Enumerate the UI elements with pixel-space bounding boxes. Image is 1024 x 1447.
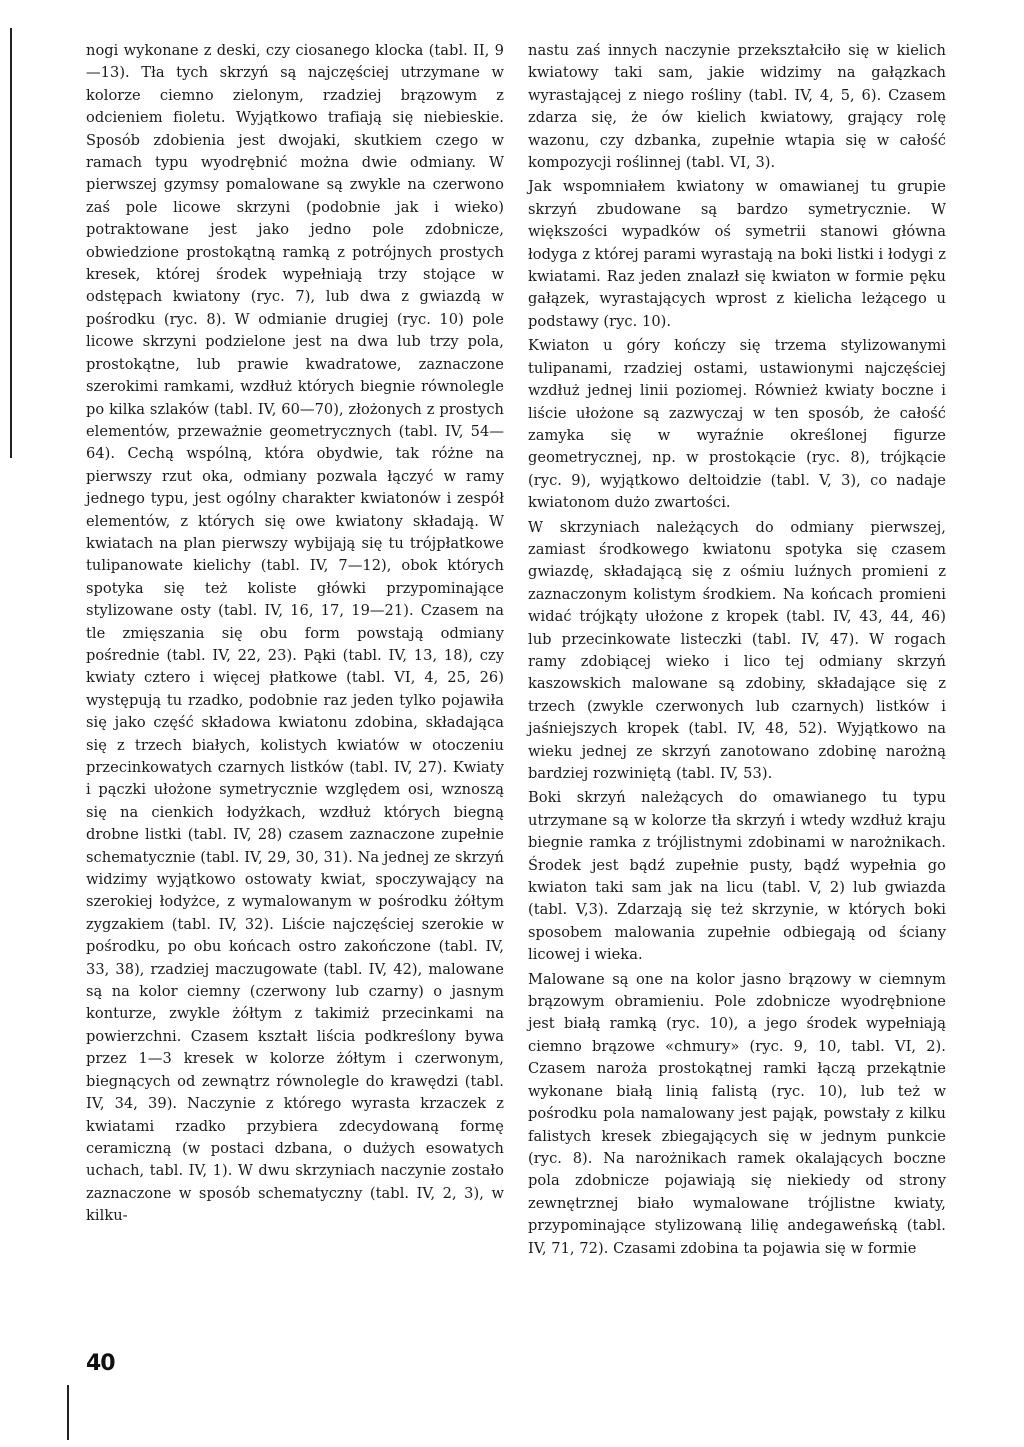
- paragraph: Jak wspomniałem kwiatony w omawianej tu grupie skrzyń zbudowane są bardzo symetrycznie. W większości wypadków oś symetrii stanowi główna łodyga z której parami wyrastają na boki listki i łodygi z kwiatami. Raz jeden znalazł się kwiaton w formie pęku gałązek, wyrastających wprost z kielicha leżącego u podstawy (ryc. 10).: [528, 178, 946, 330]
- paragraph: nastu zaś innych naczynie przekształciło się w kielich kwiatowy taki sam, jakie widzimy na gałązkach wyrastającej z niego rośliny (tabl. IV, 4, 5, 6). Czasem zdarza się, że ów kielich kwiatowy, grający rolę wazonu, czy dzbanka, zupełnie wtapia się w całość kompozycji roślinnej (tabl. VI, 3).: [528, 42, 946, 172]
- paragraph: Kwiaton u góry kończy się trzema stylizowanymi tulipanami, rzadziej ostami, ustawionymi najczęściej wzdłuż jednej linii poziomej. Również kwiaty boczne i liście ułożone są zazwyczaj w ten sposób, że całość zamyka się w wyraźnie określonej figurze geometrycznej, np. w prostokącie (ryc. 8), trójkącie (ryc. 9), wyjątkowo deltoidzie (tabl. V, 3), co nadaje kwiatonom dużo zwartości.: [528, 337, 946, 512]
- scan-edge-mark-top: [10, 28, 12, 458]
- paragraph: W skrzyniach należących do odmiany pierwszej, zamiast środkowego kwiatonu spotyka się czasem gwiazdę, składającą się z ośmiu luźnych promieni z zaznaczonym kolistym środkiem. Na końcach promieni widać trójkąty ułożone z kropek (tabl. IV, 43, 44, 46) lub przecinkowate listeczki (tabl. IV, 47). W rogach ramy zdobiącej wieko i lico tej odmiany skrzyń kaszowskich malowane są zdobiny, składające się z trzech (zwykle czerwonych lub czarnych) listków i jaśniejszych kropek (tabl. IV, 48, 52). Wyjątkowo na wieku jednej ze skrzyń zanotowano zdobinę narożną bardziej rozwiniętą (tabl. IV, 53).: [528, 518, 946, 782]
- page-number: 40: [86, 1351, 115, 1376]
- left-column: [86, 40, 504, 1228]
- scan-edge-mark-bottom: [67, 1385, 69, 1440]
- paragraph: Malowane są one na kolor jasno brązowy w ciemnym brązowym obramieniu. Pole zdobnicze wyodrębnione jest białą ramką (ryc. 10), a jego środek wypełniają ciemno brązowe «chmury» (ryc. 9, 10, tabl. VI, 2). Czasem naroża prostokątnej ramki łączą przekątnie wykonane białą linią falistą (ryc. 10), lub też w pośrodku pola namalowany jest pająk, powstały z kilku falistych kresek zbiegających się w jednym punkcie (ryc. 8). Na narożnikach ramek okalających boczne pola zdobnicze pojawiają się niekiedy od strony zewnętrznej biało wymalowane trójlistne kwiaty, przypominające stylizowaną lilię andegaweńską (tabl. IV, 71, 72). Czasami zdobina ta pojawia się w formie: [528, 970, 946, 1257]
- paragraph: Boki skrzyń należących do omawianego tu typu utrzymane są w kolorze tła skrzyń i wtedy wzdłuż kraju biegnie ramka z trójlistnymi zdobinami w narożnikach. Środek jest bądź zupełnie pusty, bądź wypełnia go kwiaton taki sam jak na licu (tabl. V, 2) lub gwiazda (tabl. V,3). Zdarzają się też skrzynie, w których boki sposobem malowania zupełnie odbiegają od ściany licowej i wieka.: [528, 789, 946, 964]
- paragraph: nogi wykonane z deski, czy ciosanego klocka (tabl. II, 9—13). Tła tych skrzyń są najczęściej utrzymane w kolorze ciemno zielonym, rzadziej brązowym z odcieniem fioletu. Wyjątkowo trafiają się niebieskie. Sposób zdobienia jest dwojaki, skutkiem czego w ramach typu wyodrębnić można dwie odmiany. W pierwszej gzymsy pomalowane są zwykle na czerwono zaś pole licowe skrzyni (podobnie jak i wieko) potraktowane jest jako jedno pole zdobnicze, obwiedzione prostokątną ramką z potrójnych prostych kresek, której środek wypełniają trzy stojące w odstępach kwiatony (ryc. 7), lub dwa z gwiazdą w pośrodku (ryc. 8). W odmianie drugiej (ryc. 10) pole licowe skrzyni podzielone jest na dwa lub trzy pola, prostokątne, lub prawie kwadratowe, zaznaczone szerokimi ramkami, wzdłuż których biegnie równolegle po kilka szlaków (tabl. IV, 60—70), złożonych z prostych elementów, przeważnie geometrycznych (tabl. IV, 54—64). Cechą wspólną, która obydwie, tak różne na pierwszy rzut oka, odmiany pozwala łączyć w ramy jednego typu, jest ogólny charakter kwiatonów i zespół elementów, z których się owe kwiatony składają. W kwiatach na plan pierwszy wybijają się tu trójpłatkowe tulipanowate kielichy (tabl. IV, 7—12), obok których spotyka się też koliste główki przypominające stylizowane osty (tabl. IV, 16, 17, 19—21). Czasem na tle zmięszania się obu form powstają odmiany pośrednie (tabl. IV, 22, 23). Pąki (tabl. IV, 13, 18), czy kwiaty cztero i więcej płatkowe (tabl. VI, 4, 25, 26) występują tu rzadko, podobnie raz jeden tylko pojawiła się jako część składowa kwiatonu zdobina, składająca się z trzech białych, kolistych kwiatów w otoczeniu przecinkowatych czarnych listków (tabl. IV, 27). Kwiaty i pączki ułożone symetrycznie względem osi, wznoszą się na cienkich łodyżkach, wzdłuż których biegną drobne listki (tabl. IV, 28) czasem zaznaczone zupełnie schematycznie (tabl. IV, 29, 30, 31). Na jednej ze skrzyń widzimy wyjątkowo ostowaty kwiat, spoczywający na szerokiej łodyżce, z wymalowanym w pośrodku żółtym zygzakiem (tabl. IV, 32). Liście najczęściej szerokie w pośrodku, po obu końcach ostro zakończone (tabl. IV, 33, 38), rzadziej maczugowate (tabl. IV, 42), malowane są na kolor ciemny (czerwony lub czarny) o jasnym konturze, zwykle żółtym z takimiż przecinkami na powierzchni. Czasem kształt liścia podkreślony bywa przez 1—3 kresek w kolorze żółtym i czerwonym, biegnących od zewnątrz równolegle do krawędzi (tabl. IV, 34, 39). Naczynie z którego wyrasta krzaczek z kwiatami rzadko przybiera zdecydowaną formę ceramiczną (w postaci dzbana, o dużych esowatych uchach, tabl. IV, 1). W dwu skrzyniach naczynie zostało zaznaczone w sposób schematyczny (tabl. IV, 2, 3), w kilku-: [86, 42, 504, 1225]
- right-column: [528, 40, 946, 1260]
